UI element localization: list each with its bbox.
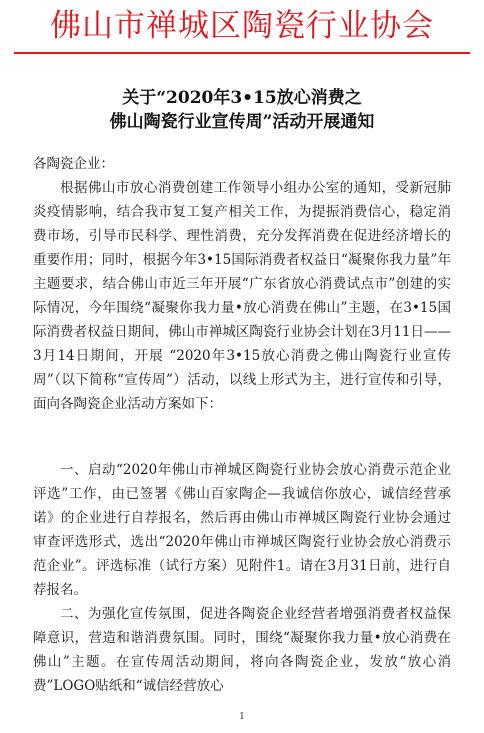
notice-title-line-2: 佛山陶瓷行业宣传周”活动开展通知 (109, 112, 375, 132)
paragraph-item-2: 二、为强化宣传氛围，促进各陶瓷企业经营者增强消费者权益保障意识，营造和谐消费氛围。同时，围绕“凝聚你我力量•放心消费在佛山”主题。在宣传周活动期间，将向各陶瓷企业，发放“放心消费”LOGO贴纸和“诚信经营放心 (33, 606, 451, 694)
header-divider (14, 52, 470, 54)
paragraph-intro: 根据佛山市放心消费创建工作领导小组办公室的通知，受新冠肺炎疫情影响，结合我市复工复产相关工作，为提振消费信心，稳定消费市场，引导市民科学、理性消费，充分发挥消费在促进经济增长的重要作用；同时，根据今年3•15国际消费者权益日“凝聚你我力量”年主题要求，结合佛山市近三年开展“广东省放心消费试点市”创建的实际情况，今年围绕“凝聚你我力量•放心消费在佛山”主题，在3•15国际消费者权益日期间，佛山市禅城区陶瓷行业协会计划在3月11日——3月14日期间，开展 “2020年3•15放心消费之佛山陶瓷行业宣传周”（以下简称“宣传周”）活动，以线上形式为主，进行宣传和引导，面向各陶瓷企业活动方案如下： (33, 180, 451, 412)
paragraph-item-1: 一、启动“2020年佛山市禅城区陶瓷行业协会放心消费示范企业评选”工作，由已签署《佛山百家陶企—我诚信你放心，诚信经营承诺》的企业进行自荐报名，然后再由佛山市禅城区陶瓷行业协会通过审查评选形式，选出“2020年佛山市禅城区陶瓷行业协会放心消费示范企业”。评选标准（试行方案）见附件1。请在3月31日前，进行自荐报名。 (33, 462, 451, 598)
page-number: 1 (239, 712, 245, 722)
notice-title-line-1: 关于“2020年3•15放心消费之 (122, 88, 362, 108)
salutation: 各陶瓷企业： (33, 156, 114, 172)
organization-header: 佛山市禅城区陶瓷行业协会 (50, 8, 434, 44)
